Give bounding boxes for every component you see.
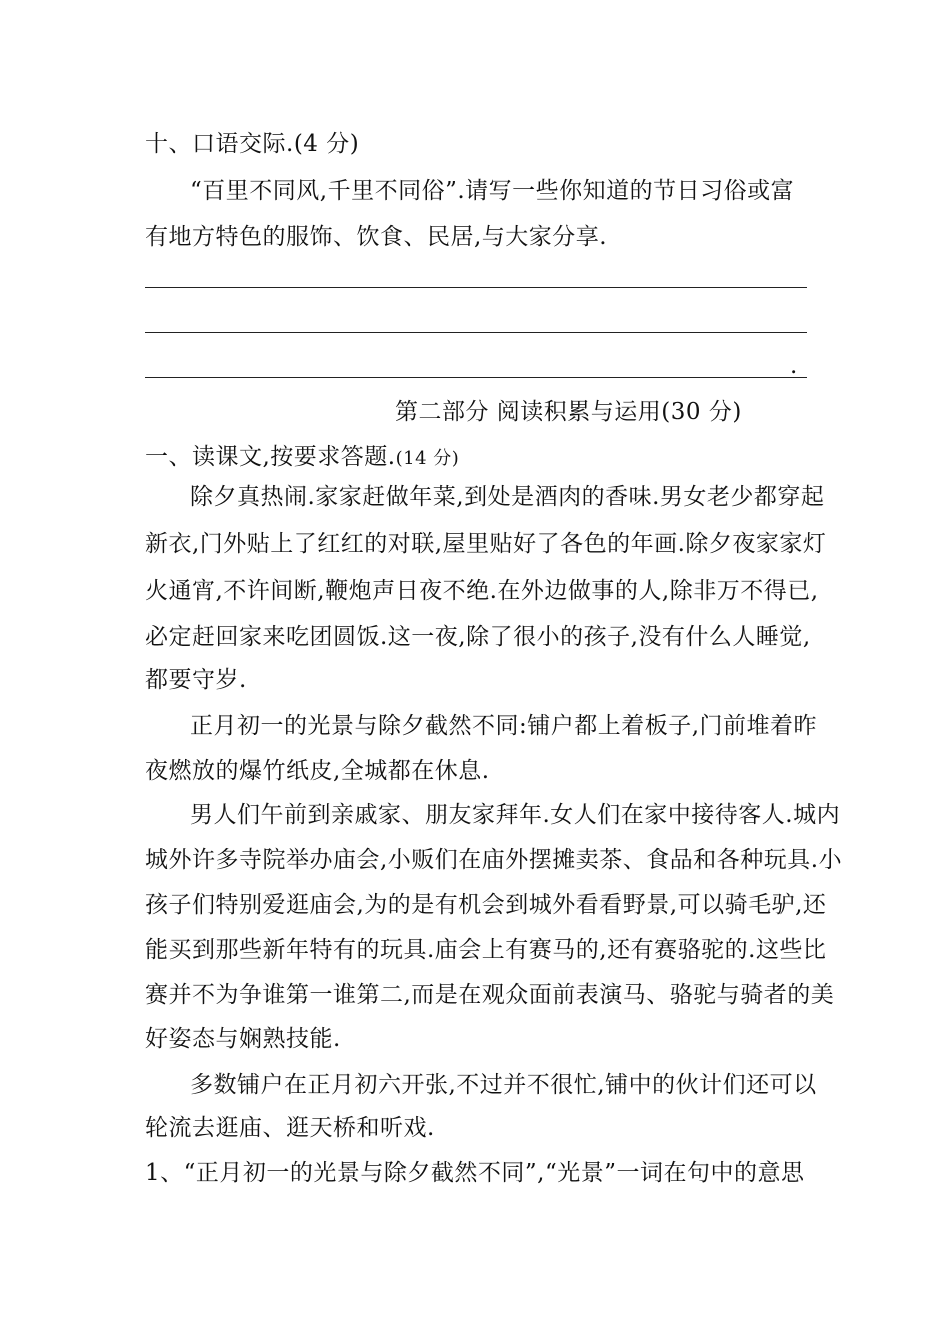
passage-p3-line-1: 男人们午前到亲戚家、朋友家拜年.女人们在家中接待客人.城内	[190, 802, 841, 828]
passage-p1-line-3: 火通宵,不许间断,鞭炮声日夜不绝.在外边做事的人,除非万不得已,	[145, 578, 819, 604]
passage-p2-line-1: 正月初一的光景与除夕截然不同:铺户都上着板子,门前堆着昨	[190, 713, 818, 739]
passage-p3-line-3: 孩子们特别爱逛庙会,为的是有机会到城外看看野景,可以骑毛驴,还	[145, 892, 827, 918]
section-10-points: (4 分)	[293, 131, 360, 157]
passage-p3-line-5: 赛并不为争谁第一谁第二,而是在观众面前表演马、骆驼与骑者的美	[145, 982, 835, 1008]
passage-p1-line-2: 新衣,门外贴上了红红的对联,屋里贴好了各色的年画.除夕夜家家灯	[145, 531, 827, 557]
passage-p1-line-1: 除夕真热闹.家家赶做年菜,到处是酒肉的香味.男女老少都穿起	[190, 484, 825, 510]
answer-line-3[interactable]	[145, 377, 807, 378]
passage-p4-line-2: 轮流去逛庙、逛天桥和听戏.	[145, 1115, 435, 1141]
answer-line-2[interactable]	[145, 332, 807, 333]
part-2-title: 第二部分 阅读积累与运用(30 分)	[395, 399, 742, 425]
section-10-heading	[145, 129, 359, 159]
reading-1-points: (14 分)	[395, 448, 460, 469]
section-10-prompt-line-2: 有地方特色的服饰、饮食、民居,与大家分享.	[145, 224, 608, 250]
passage-p1-line-4: 必定赶回家来吃团圆饭.这一夜,除了很小的孩子,没有什么人睡觉,	[145, 624, 811, 650]
passage-p2-line-2: 夜燃放的爆竹纸皮,全城都在休息.	[145, 758, 490, 784]
question-1: 1、“正月初一的光景与除夕截然不同”,“光景”一词在句中的意思	[145, 1160, 805, 1186]
answer-end-mark: .	[790, 353, 798, 379]
passage-p3-line-2: 城外许多寺院举办庙会,小贩们在庙外摆摊卖茶、食品和各种玩具.小	[145, 847, 843, 873]
section-10-prompt-line-1: “百里不同风,千里不同俗”.请写一些你知道的节日习俗或富	[190, 178, 795, 204]
answer-line-1[interactable]	[145, 287, 807, 288]
passage-p3-line-6: 好姿态与娴熟技能.	[145, 1026, 341, 1052]
section-10-title: 十、口语交际.	[145, 131, 294, 157]
passage-p3-line-4: 能买到那些新年特有的玩具.庙会上有赛马的,还有赛骆驼的.这些比	[145, 937, 827, 963]
passage-p1-line-5: 都要守岁.	[145, 667, 247, 693]
reading-1-heading	[145, 442, 459, 474]
passage-p4-line-1: 多数铺户在正月初六开张,不过并不很忙,铺中的伙计们还可以	[190, 1072, 817, 1098]
reading-1-title: 一、读课文,按要求答题.	[145, 444, 396, 470]
